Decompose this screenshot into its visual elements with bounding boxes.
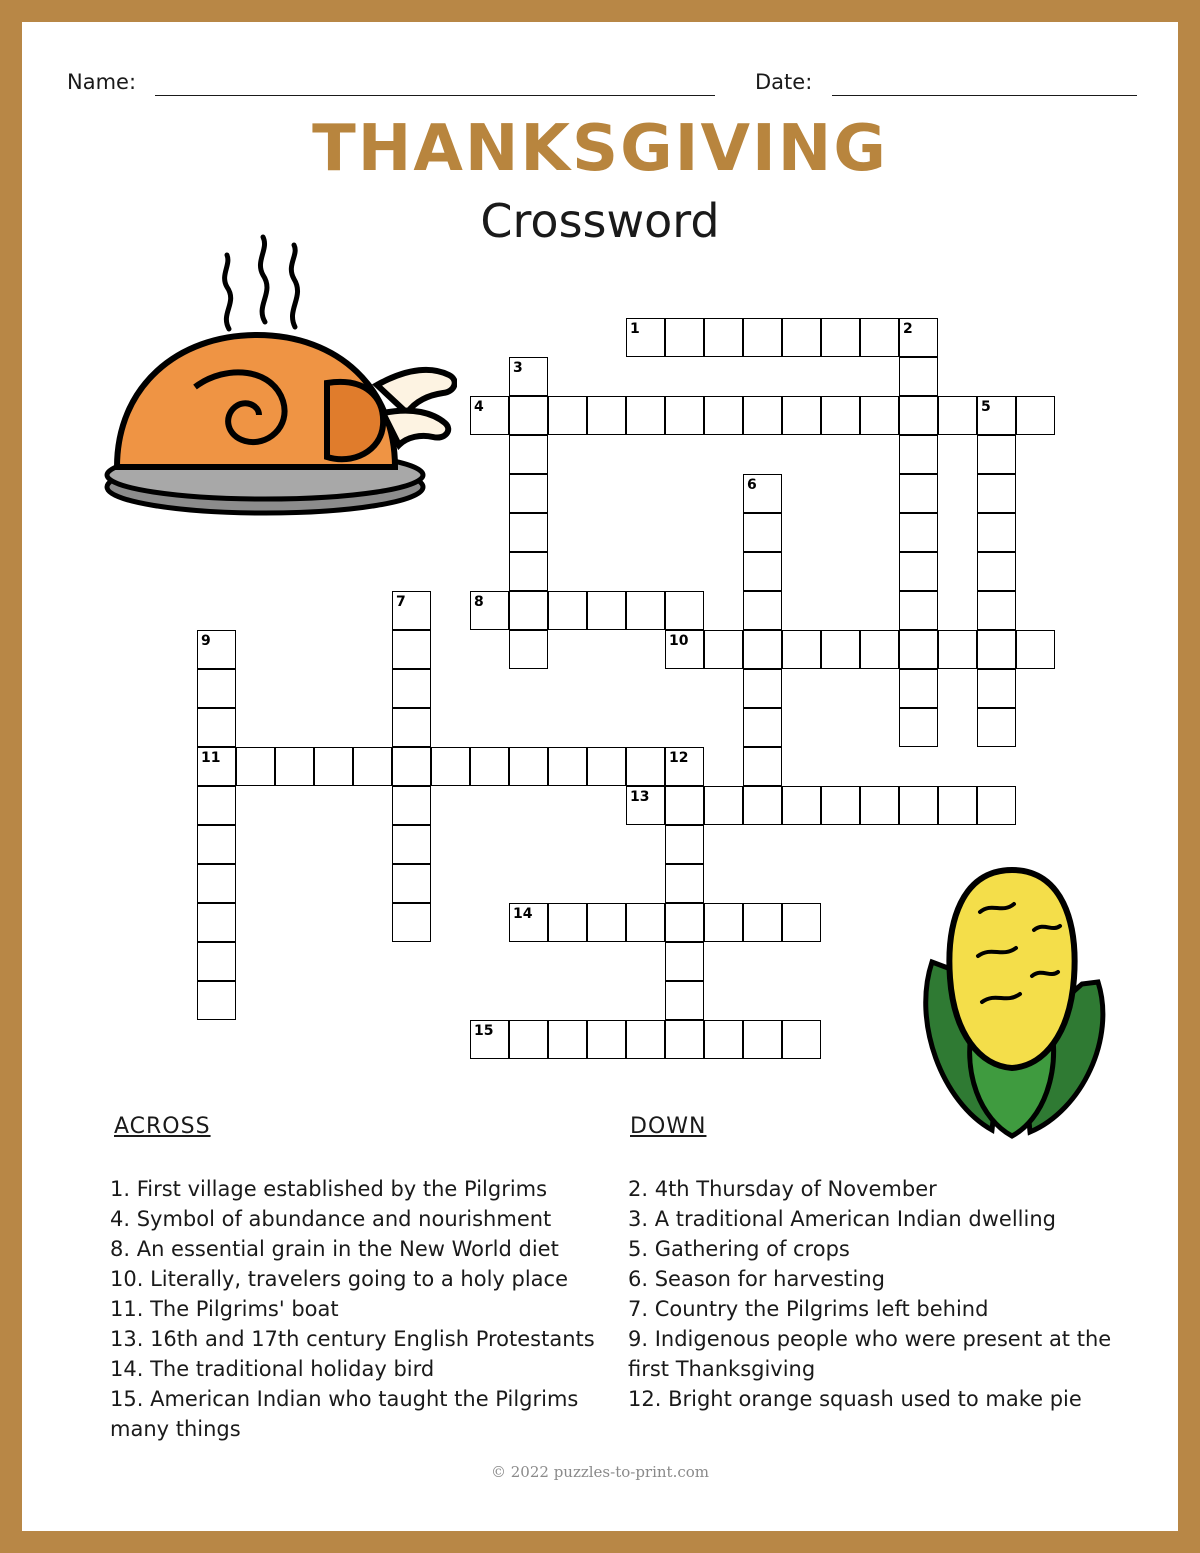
crossword-cell[interactable] <box>743 630 782 669</box>
across-heading: ACROSS <box>114 1114 211 1139</box>
across-clue-item: 11. The Pilgrims' boat <box>110 1297 339 1321</box>
across-clue-list <box>110 1174 610 1444</box>
crossword-cell[interactable] <box>743 396 782 435</box>
crossword-cell-number: 11 <box>201 750 221 766</box>
crossword-cell[interactable] <box>665 1020 704 1059</box>
crossword-cell[interactable] <box>821 396 860 435</box>
crossword-cell[interactable] <box>197 669 236 708</box>
crossword-cell[interactable] <box>314 747 353 786</box>
across-clue-item: 13. 16th and 17th century English Protestants <box>110 1327 595 1351</box>
crossword-cell[interactable] <box>1016 630 1055 669</box>
crossword-cell[interactable] <box>197 864 236 903</box>
crossword-cell[interactable] <box>353 747 392 786</box>
crossword-cell[interactable] <box>665 981 704 1020</box>
crossword-cell[interactable] <box>392 903 431 942</box>
crossword-cell-number: 9 <box>201 633 211 649</box>
crossword-cell[interactable] <box>392 786 431 825</box>
crossword-cell-number: 7 <box>396 594 406 610</box>
crossword-cell[interactable] <box>899 396 938 435</box>
crossword-cell[interactable] <box>509 552 548 591</box>
crossword-cell[interactable] <box>704 903 743 942</box>
crossword-cell[interactable] <box>197 903 236 942</box>
crossword-cell[interactable] <box>899 435 938 474</box>
crossword-cell[interactable] <box>977 786 1016 825</box>
crossword-cell[interactable] <box>392 708 431 747</box>
crossword-cell[interactable] <box>743 669 782 708</box>
crossword-cell[interactable] <box>977 630 1016 669</box>
crossword-cell[interactable] <box>743 903 782 942</box>
crossword-cell[interactable] <box>938 396 977 435</box>
down-clue-item: 5. Gathering of crops <box>628 1237 850 1261</box>
crossword-cell[interactable] <box>860 318 899 357</box>
crossword-cell[interactable] <box>626 1020 665 1059</box>
name-label: Name: <box>67 70 137 94</box>
crossword-cell[interactable] <box>665 318 704 357</box>
crossword-cell[interactable] <box>509 474 548 513</box>
crossword-cell[interactable] <box>509 591 548 630</box>
crossword-cell[interactable] <box>860 786 899 825</box>
crossword-cell-number: 13 <box>630 789 650 805</box>
across-clue-item: 1. First village established by the Pilgrims <box>110 1177 548 1201</box>
crossword-cell[interactable] <box>704 786 743 825</box>
crossword-cell[interactable] <box>899 630 938 669</box>
crossword-cell[interactable] <box>626 396 665 435</box>
crossword-cell[interactable] <box>938 630 977 669</box>
crossword-cell-number: 2 <box>903 321 913 337</box>
down-clue-item: 9. Indigenous people who were present at the first Thanksgiving <box>628 1327 1112 1381</box>
crossword-cell[interactable] <box>665 786 704 825</box>
crossword-cell[interactable] <box>509 1020 548 1059</box>
across-clue-item: 10. Literally, travelers going to a holy place <box>110 1267 569 1291</box>
crossword-cell-number: 12 <box>669 750 689 766</box>
page-subtitle: Crossword <box>480 194 720 248</box>
crossword-cell[interactable] <box>743 708 782 747</box>
crossword-cell[interactable] <box>626 903 665 942</box>
crossword-cell-number: 8 <box>474 594 484 610</box>
crossword-cell[interactable] <box>782 1020 821 1059</box>
crossword-cell[interactable] <box>470 747 509 786</box>
down-clue-item: 2. 4th Thursday of November <box>628 1177 937 1201</box>
crossword-cell-number: 4 <box>474 399 484 415</box>
down-heading: DOWN <box>630 1114 707 1139</box>
crossword-cell-number: 3 <box>513 360 523 376</box>
crossword-cell[interactable] <box>899 669 938 708</box>
crossword-cell-number: 5 <box>981 399 991 415</box>
down-clue-list <box>628 1174 1118 1414</box>
crossword-cell[interactable] <box>899 513 938 552</box>
crossword-cell[interactable] <box>665 591 704 630</box>
crossword-cell[interactable] <box>548 1020 587 1059</box>
down-clue-item: 6. Season for harvesting <box>628 1267 885 1291</box>
crossword-cell[interactable] <box>392 630 431 669</box>
crossword-cell[interactable] <box>899 708 938 747</box>
crossword-cell[interactable] <box>860 630 899 669</box>
date-label: Date: <box>755 70 813 94</box>
crossword-cell[interactable] <box>704 1020 743 1059</box>
crossword-cell[interactable] <box>782 903 821 942</box>
down-clue-item: 12. Bright orange squash used to make pie <box>628 1387 1082 1411</box>
crossword-cell[interactable] <box>860 396 899 435</box>
crossword-cell[interactable] <box>743 318 782 357</box>
crossword-cell[interactable] <box>782 318 821 357</box>
across-clue-item: 14. The traditional holiday bird <box>110 1357 435 1381</box>
crossword-cell[interactable] <box>392 825 431 864</box>
crossword-cell[interactable] <box>509 435 548 474</box>
crossword-cell[interactable] <box>704 630 743 669</box>
crossword-cell[interactable] <box>899 357 938 396</box>
crossword-cell[interactable] <box>704 396 743 435</box>
crossword-cell[interactable] <box>587 591 626 630</box>
crossword-cell[interactable] <box>509 396 548 435</box>
crossword-cell[interactable] <box>665 903 704 942</box>
crossword-cell[interactable] <box>743 552 782 591</box>
crossword-cell[interactable] <box>392 669 431 708</box>
crossword-cell[interactable] <box>665 864 704 903</box>
down-clue-item: 7. Country the Pilgrims left behind <box>628 1297 989 1321</box>
crossword-cell[interactable] <box>821 318 860 357</box>
crossword-cell-number: 1 <box>630 321 640 337</box>
crossword-cell[interactable] <box>587 1020 626 1059</box>
crossword-cell[interactable] <box>821 786 860 825</box>
across-clue-item: 4. Symbol of abundance and nourishment <box>110 1207 552 1231</box>
crossword-cell[interactable] <box>197 786 236 825</box>
crossword-cell[interactable] <box>782 630 821 669</box>
crossword-cell[interactable] <box>587 396 626 435</box>
page-title: THANKSGIVING <box>312 112 888 186</box>
crossword-cell[interactable] <box>743 513 782 552</box>
crossword-cell[interactable] <box>665 942 704 981</box>
crossword-cell[interactable] <box>743 1020 782 1059</box>
crossword-cell[interactable] <box>899 552 938 591</box>
crossword-cell[interactable] <box>977 513 1016 552</box>
crossword-cell[interactable] <box>392 747 431 786</box>
crossword-cell[interactable] <box>977 435 1016 474</box>
crossword-cell[interactable] <box>977 669 1016 708</box>
crossword-cell[interactable] <box>977 474 1016 513</box>
crossword-cell[interactable] <box>548 903 587 942</box>
crossword-cell[interactable] <box>704 318 743 357</box>
crossword-cell[interactable] <box>197 825 236 864</box>
crossword-cell[interactable] <box>197 708 236 747</box>
crossword-cell[interactable] <box>977 552 1016 591</box>
crossword-cell[interactable] <box>665 825 704 864</box>
crossword-cell[interactable] <box>548 747 587 786</box>
crossword-cell[interactable] <box>509 747 548 786</box>
crossword-cell[interactable] <box>899 474 938 513</box>
crossword-cell[interactable] <box>275 747 314 786</box>
crossword-cell[interactable] <box>1016 396 1055 435</box>
crossword-cell[interactable] <box>626 747 665 786</box>
crossword-cell[interactable] <box>548 591 587 630</box>
crossword-cell-number: 10 <box>669 633 689 649</box>
worksheet-page <box>22 22 1178 1531</box>
crossword-cell-number: 14 <box>513 906 533 922</box>
crossword-cell[interactable] <box>236 747 275 786</box>
crossword-cell[interactable] <box>782 786 821 825</box>
crossword-cell[interactable] <box>392 864 431 903</box>
crossword-cell[interactable] <box>548 396 587 435</box>
crossword-cell[interactable] <box>626 591 665 630</box>
across-clue-item: 8. An essential grain in the New World diet <box>110 1237 559 1261</box>
footer-copyright: © 2022 puzzles-to-print.com <box>490 1463 710 1481</box>
across-clue-item: 15. American Indian who taught the Pilgrims many things <box>110 1387 579 1441</box>
crossword-cell[interactable] <box>899 591 938 630</box>
crossword-cell[interactable] <box>938 786 977 825</box>
crossword-cell-number: 15 <box>474 1023 494 1039</box>
crossword-cell[interactable] <box>587 903 626 942</box>
crossword-cell[interactable] <box>743 786 782 825</box>
crossword-cell[interactable] <box>587 747 626 786</box>
crossword-cell[interactable] <box>431 747 470 786</box>
crossword-cell[interactable] <box>743 591 782 630</box>
down-clue-item: 3. A traditional American Indian dwelling <box>628 1207 1056 1231</box>
crossword-cell[interactable] <box>821 630 860 669</box>
crossword-cell[interactable] <box>665 396 704 435</box>
crossword-cell[interactable] <box>197 981 236 1020</box>
crossword-cell[interactable] <box>977 591 1016 630</box>
crossword-cell-number: 6 <box>747 477 757 493</box>
crossword-cell[interactable] <box>509 513 548 552</box>
crossword-cell[interactable] <box>782 396 821 435</box>
crossword-cell[interactable] <box>899 786 938 825</box>
crossword-cell[interactable] <box>509 630 548 669</box>
crossword-cell[interactable] <box>743 747 782 786</box>
crossword-cell[interactable] <box>977 708 1016 747</box>
crossword-cell[interactable] <box>197 942 236 981</box>
